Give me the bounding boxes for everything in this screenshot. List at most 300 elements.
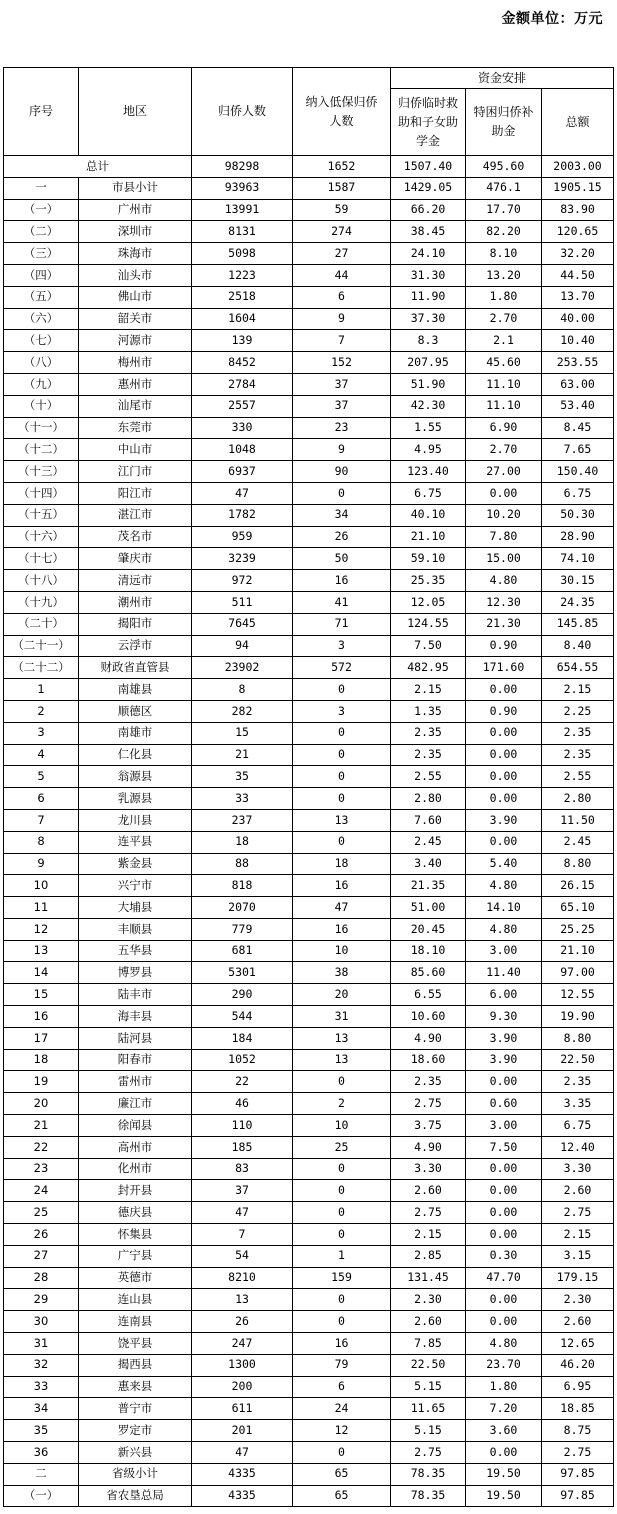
table-row bbox=[4, 853, 614, 875]
table-row bbox=[4, 1158, 614, 1180]
grand-total-subsidy: 495.60 bbox=[466, 156, 542, 178]
low-income-count-cell: 1 bbox=[293, 1245, 391, 1267]
subsidy-amount-cell: 0.00 bbox=[466, 1071, 542, 1093]
region-cell: 汕头市 bbox=[79, 264, 192, 286]
low-income-count-cell: 6 bbox=[293, 1376, 391, 1398]
low-income-count-cell: 23 bbox=[293, 417, 391, 439]
region-cell: 阳江市 bbox=[79, 482, 192, 504]
returnee-count-cell: 35 bbox=[192, 766, 293, 788]
header-returnee-count: 归侨人数 bbox=[192, 68, 293, 156]
low-income-count-cell: 71 bbox=[293, 613, 391, 635]
relief-amount-cell: 25.35 bbox=[391, 570, 466, 592]
region-cell: 徐闻县 bbox=[79, 1115, 192, 1137]
low-income-count-cell: 0 bbox=[293, 831, 391, 853]
relief-amount-cell: 3.40 bbox=[391, 853, 466, 875]
serial-cell: 15 bbox=[4, 984, 79, 1006]
total-amount-cell: 1905.15 bbox=[542, 177, 614, 199]
serial-cell: （十六） bbox=[4, 526, 79, 548]
subsidy-amount-cell: 0.00 bbox=[466, 722, 542, 744]
subsidy-amount-cell: 0.00 bbox=[466, 788, 542, 810]
table-row bbox=[4, 1093, 614, 1115]
total-amount-cell: 10.40 bbox=[542, 330, 614, 352]
header-serial-number: 序号 bbox=[4, 68, 79, 156]
grand-total-row bbox=[4, 156, 614, 178]
total-amount-cell: 2.75 bbox=[542, 1442, 614, 1464]
serial-cell: 31 bbox=[4, 1333, 79, 1355]
table-row bbox=[4, 897, 614, 919]
relief-amount-cell: 21.35 bbox=[391, 875, 466, 897]
returnee-count-cell: 611 bbox=[192, 1398, 293, 1420]
returnee-count-cell: 26 bbox=[192, 1311, 293, 1333]
table-row bbox=[4, 1267, 614, 1289]
region-cell: 南雄市 bbox=[79, 722, 192, 744]
region-cell: 汕尾市 bbox=[79, 395, 192, 417]
region-cell: 梅州市 bbox=[79, 352, 192, 374]
region-cell: 德庆县 bbox=[79, 1202, 192, 1224]
low-income-count-cell: 0 bbox=[293, 1180, 391, 1202]
low-income-count-cell: 0 bbox=[293, 1158, 391, 1180]
relief-amount-cell: 85.60 bbox=[391, 962, 466, 984]
relief-amount-cell: 2.35 bbox=[391, 1071, 466, 1093]
serial-cell: 16 bbox=[4, 1006, 79, 1028]
table-row bbox=[4, 788, 614, 810]
returnee-count-cell: 4335 bbox=[192, 1485, 293, 1507]
low-income-count-cell: 159 bbox=[293, 1267, 391, 1289]
subsidy-amount-cell: 2.1 bbox=[466, 330, 542, 352]
relief-amount-cell: 42.30 bbox=[391, 395, 466, 417]
table-row bbox=[4, 373, 614, 395]
grand-total-returnees: 98298 bbox=[192, 156, 293, 178]
table-row bbox=[4, 722, 614, 744]
table-row bbox=[4, 1115, 614, 1137]
returnee-count-cell: 7645 bbox=[192, 613, 293, 635]
serial-cell: （十一） bbox=[4, 417, 79, 439]
total-amount-cell: 13.70 bbox=[542, 286, 614, 308]
low-income-count-cell: 0 bbox=[293, 1442, 391, 1464]
table-row bbox=[4, 330, 614, 352]
low-income-count-cell: 274 bbox=[293, 221, 391, 243]
serial-cell: （八） bbox=[4, 352, 79, 374]
subsidy-amount-cell: 2.70 bbox=[466, 308, 542, 330]
returnee-count-cell: 237 bbox=[192, 809, 293, 831]
returnee-count-cell: 818 bbox=[192, 875, 293, 897]
serial-cell: （二十二） bbox=[4, 657, 79, 679]
subsidy-amount-cell: 476.1 bbox=[466, 177, 542, 199]
region-cell: 连南县 bbox=[79, 1311, 192, 1333]
relief-amount-cell: 2.80 bbox=[391, 788, 466, 810]
relief-amount-cell: 31.30 bbox=[391, 264, 466, 286]
low-income-count-cell: 65 bbox=[293, 1485, 391, 1507]
subsidy-amount-cell: 82.20 bbox=[466, 221, 542, 243]
serial-cell: 3 bbox=[4, 722, 79, 744]
subsidy-amount-cell: 1.80 bbox=[466, 1376, 542, 1398]
serial-cell: （二十一） bbox=[4, 635, 79, 657]
subsidy-amount-cell: 7.50 bbox=[466, 1136, 542, 1158]
returnee-count-cell: 54 bbox=[192, 1245, 293, 1267]
subsidy-amount-cell: 4.80 bbox=[466, 1333, 542, 1355]
low-income-count-cell: 9 bbox=[293, 439, 391, 461]
returnee-count-cell: 1782 bbox=[192, 504, 293, 526]
low-income-count-cell: 6 bbox=[293, 286, 391, 308]
region-cell: 雷州市 bbox=[79, 1071, 192, 1093]
table-row bbox=[4, 700, 614, 722]
subsidy-amount-cell: 27.00 bbox=[466, 461, 542, 483]
region-cell: 南雄县 bbox=[79, 679, 192, 701]
low-income-count-cell: 1587 bbox=[293, 177, 391, 199]
region-cell: 龙川县 bbox=[79, 809, 192, 831]
low-income-count-cell: 10 bbox=[293, 1115, 391, 1137]
subsidy-amount-cell: 0.90 bbox=[466, 635, 542, 657]
total-amount-cell: 179.15 bbox=[542, 1267, 614, 1289]
header-total-amount: 总额 bbox=[542, 89, 614, 156]
low-income-count-cell: 24 bbox=[293, 1398, 391, 1420]
total-amount-cell: 22.50 bbox=[542, 1049, 614, 1071]
region-cell: 五华县 bbox=[79, 940, 192, 962]
table-row bbox=[4, 570, 614, 592]
returnee-count-cell: 22 bbox=[192, 1071, 293, 1093]
returnee-count-cell: 185 bbox=[192, 1136, 293, 1158]
total-amount-cell: 253.55 bbox=[542, 352, 614, 374]
subsidy-amount-cell: 3.00 bbox=[466, 1115, 542, 1137]
serial-cell: 21 bbox=[4, 1115, 79, 1137]
region-cell: 兴宁市 bbox=[79, 875, 192, 897]
serial-cell: （五） bbox=[4, 286, 79, 308]
table-row bbox=[4, 918, 614, 940]
subsidy-amount-cell: 5.40 bbox=[466, 853, 542, 875]
relief-amount-cell: 11.90 bbox=[391, 286, 466, 308]
relief-amount-cell: 482.95 bbox=[391, 657, 466, 679]
low-income-count-cell: 0 bbox=[293, 1071, 391, 1093]
table-row bbox=[4, 199, 614, 221]
total-amount-cell: 3.35 bbox=[542, 1093, 614, 1115]
total-amount-cell: 2.35 bbox=[542, 1071, 614, 1093]
table-row bbox=[4, 1071, 614, 1093]
region-cell: 紫金县 bbox=[79, 853, 192, 875]
low-income-count-cell: 16 bbox=[293, 875, 391, 897]
region-cell: 翁源县 bbox=[79, 766, 192, 788]
returnee-count-cell: 8131 bbox=[192, 221, 293, 243]
region-cell: 普宁市 bbox=[79, 1398, 192, 1420]
relief-amount-cell: 2.75 bbox=[391, 1202, 466, 1224]
low-income-count-cell: 65 bbox=[293, 1463, 391, 1485]
returnee-count-cell: 8 bbox=[192, 679, 293, 701]
low-income-count-cell: 3 bbox=[293, 700, 391, 722]
table-row bbox=[4, 1354, 614, 1376]
region-cell: 丰顺县 bbox=[79, 918, 192, 940]
serial-cell: 25 bbox=[4, 1202, 79, 1224]
serial-cell: 10 bbox=[4, 875, 79, 897]
region-cell: 惠州市 bbox=[79, 373, 192, 395]
serial-cell: （一） bbox=[4, 199, 79, 221]
serial-cell: （十二） bbox=[4, 439, 79, 461]
low-income-count-cell: 37 bbox=[293, 373, 391, 395]
total-amount-cell: 65.10 bbox=[542, 897, 614, 919]
table-row bbox=[4, 875, 614, 897]
region-cell: 中山市 bbox=[79, 439, 192, 461]
relief-amount-cell: 7.85 bbox=[391, 1333, 466, 1355]
low-income-count-cell: 41 bbox=[293, 591, 391, 613]
low-income-count-cell: 9 bbox=[293, 308, 391, 330]
relief-amount-cell: 207.95 bbox=[391, 352, 466, 374]
total-amount-cell: 18.85 bbox=[542, 1398, 614, 1420]
subsidy-amount-cell: 14.10 bbox=[466, 897, 542, 919]
region-cell: 高州市 bbox=[79, 1136, 192, 1158]
serial-cell: （十） bbox=[4, 395, 79, 417]
low-income-count-cell: 34 bbox=[293, 504, 391, 526]
total-amount-cell: 97.85 bbox=[542, 1485, 614, 1507]
serial-cell: 9 bbox=[4, 853, 79, 875]
total-amount-cell: 63.00 bbox=[542, 373, 614, 395]
table-row bbox=[4, 1136, 614, 1158]
total-amount-cell: 28.90 bbox=[542, 526, 614, 548]
subsidy-amount-cell: 0.00 bbox=[466, 1224, 542, 1246]
serial-cell: （二） bbox=[4, 221, 79, 243]
low-income-count-cell: 0 bbox=[293, 1224, 391, 1246]
low-income-count-cell: 0 bbox=[293, 788, 391, 810]
table-row bbox=[4, 613, 614, 635]
relief-amount-cell: 3.75 bbox=[391, 1115, 466, 1137]
serial-cell: （九） bbox=[4, 373, 79, 395]
total-amount-cell: 97.85 bbox=[542, 1463, 614, 1485]
subsidy-amount-cell: 6.00 bbox=[466, 984, 542, 1006]
low-income-count-cell: 0 bbox=[293, 1311, 391, 1333]
returnee-count-cell: 184 bbox=[192, 1027, 293, 1049]
low-income-count-cell: 0 bbox=[293, 1289, 391, 1311]
serial-cell: （十五） bbox=[4, 504, 79, 526]
funding-allocation-table bbox=[3, 67, 614, 1507]
serial-cell: （一） bbox=[4, 1485, 79, 1507]
subsidy-amount-cell: 9.30 bbox=[466, 1006, 542, 1028]
serial-cell: 33 bbox=[4, 1376, 79, 1398]
table-row bbox=[4, 264, 614, 286]
table-row bbox=[4, 482, 614, 504]
relief-amount-cell: 4.90 bbox=[391, 1027, 466, 1049]
total-amount-cell: 30.15 bbox=[542, 570, 614, 592]
relief-amount-cell: 8.3 bbox=[391, 330, 466, 352]
region-cell: 化州市 bbox=[79, 1158, 192, 1180]
total-amount-cell: 8.80 bbox=[542, 853, 614, 875]
table-row bbox=[4, 1202, 614, 1224]
low-income-count-cell: 16 bbox=[293, 1333, 391, 1355]
low-income-count-cell: 10 bbox=[293, 940, 391, 962]
amount-unit-label: 金额单位：万元 bbox=[501, 11, 603, 27]
returnee-count-cell: 2557 bbox=[192, 395, 293, 417]
region-cell: 陆丰市 bbox=[79, 984, 192, 1006]
header-hardship-subsidy: 特困归侨补助金 bbox=[466, 89, 542, 156]
total-amount-cell: 44.50 bbox=[542, 264, 614, 286]
region-cell: 河源市 bbox=[79, 330, 192, 352]
region-cell: 饶平县 bbox=[79, 1333, 192, 1355]
serial-cell: 19 bbox=[4, 1071, 79, 1093]
total-amount-cell: 50.30 bbox=[542, 504, 614, 526]
total-amount-cell: 2.25 bbox=[542, 700, 614, 722]
serial-cell: 14 bbox=[4, 962, 79, 984]
returnee-count-cell: 1052 bbox=[192, 1049, 293, 1071]
total-amount-cell: 12.55 bbox=[542, 984, 614, 1006]
serial-cell: （七） bbox=[4, 330, 79, 352]
region-cell: 廉江市 bbox=[79, 1093, 192, 1115]
serial-cell: 26 bbox=[4, 1224, 79, 1246]
returnee-count-cell: 290 bbox=[192, 984, 293, 1006]
region-cell: 清远市 bbox=[79, 570, 192, 592]
region-cell: 财政省直管县 bbox=[79, 657, 192, 679]
region-cell: 茂名市 bbox=[79, 526, 192, 548]
total-amount-cell: 46.20 bbox=[542, 1354, 614, 1376]
region-cell: 云浮市 bbox=[79, 635, 192, 657]
table-body bbox=[4, 156, 614, 1507]
total-amount-cell: 3.15 bbox=[542, 1245, 614, 1267]
low-income-count-cell: 12 bbox=[293, 1420, 391, 1442]
low-income-count-cell: 79 bbox=[293, 1354, 391, 1376]
returnee-count-cell: 83 bbox=[192, 1158, 293, 1180]
table-row bbox=[4, 744, 614, 766]
returnee-count-cell: 200 bbox=[192, 1376, 293, 1398]
subsidy-amount-cell: 0.00 bbox=[466, 679, 542, 701]
low-income-count-cell: 50 bbox=[293, 548, 391, 570]
returnee-count-cell: 46 bbox=[192, 1093, 293, 1115]
returnee-count-cell: 93963 bbox=[192, 177, 293, 199]
low-income-count-cell: 16 bbox=[293, 570, 391, 592]
serial-cell: 23 bbox=[4, 1158, 79, 1180]
relief-amount-cell: 22.50 bbox=[391, 1354, 466, 1376]
subsidy-amount-cell: 0.00 bbox=[466, 1289, 542, 1311]
region-cell: 连平县 bbox=[79, 831, 192, 853]
returnee-count-cell: 7 bbox=[192, 1224, 293, 1246]
relief-amount-cell: 2.35 bbox=[391, 722, 466, 744]
serial-cell: 27 bbox=[4, 1245, 79, 1267]
serial-cell: 29 bbox=[4, 1289, 79, 1311]
serial-cell: 7 bbox=[4, 809, 79, 831]
returnee-count-cell: 247 bbox=[192, 1333, 293, 1355]
relief-amount-cell: 18.10 bbox=[391, 940, 466, 962]
region-cell: 佛山市 bbox=[79, 286, 192, 308]
subsidy-amount-cell: 21.30 bbox=[466, 613, 542, 635]
returnee-count-cell: 139 bbox=[192, 330, 293, 352]
relief-amount-cell: 12.05 bbox=[391, 591, 466, 613]
header-low-income-count: 纳入低保归侨人数 bbox=[293, 68, 391, 156]
subsidy-amount-cell: 3.90 bbox=[466, 1049, 542, 1071]
serial-cell: （十四） bbox=[4, 482, 79, 504]
subsidy-amount-cell: 15.00 bbox=[466, 548, 542, 570]
subsidy-amount-cell: 17.70 bbox=[466, 199, 542, 221]
returnee-count-cell: 6937 bbox=[192, 461, 293, 483]
subsidy-amount-cell: 4.80 bbox=[466, 918, 542, 940]
total-amount-cell: 150.40 bbox=[542, 461, 614, 483]
region-cell: 乳源县 bbox=[79, 788, 192, 810]
low-income-count-cell: 13 bbox=[293, 809, 391, 831]
table-row bbox=[4, 1442, 614, 1464]
subsidy-amount-cell: 0.90 bbox=[466, 700, 542, 722]
region-cell: 惠来县 bbox=[79, 1376, 192, 1398]
total-amount-cell: 2.35 bbox=[542, 744, 614, 766]
relief-amount-cell: 5.15 bbox=[391, 1420, 466, 1442]
grand-total-low-income: 1652 bbox=[293, 156, 391, 178]
total-amount-cell: 26.15 bbox=[542, 875, 614, 897]
subsidy-amount-cell: 11.40 bbox=[466, 962, 542, 984]
relief-amount-cell: 1.35 bbox=[391, 700, 466, 722]
subsidy-amount-cell: 19.50 bbox=[466, 1485, 542, 1507]
serial-cell: 1 bbox=[4, 679, 79, 701]
grand-total-amount: 2003.00 bbox=[542, 156, 614, 178]
returnee-count-cell: 47 bbox=[192, 1442, 293, 1464]
subsidy-amount-cell: 19.50 bbox=[466, 1463, 542, 1485]
returnee-count-cell: 779 bbox=[192, 918, 293, 940]
relief-amount-cell: 2.45 bbox=[391, 831, 466, 853]
grand-total-label: 总计 bbox=[4, 156, 192, 178]
subsidy-amount-cell: 3.90 bbox=[466, 1027, 542, 1049]
total-amount-cell: 32.20 bbox=[542, 243, 614, 265]
low-income-count-cell: 59 bbox=[293, 199, 391, 221]
subsidy-amount-cell: 13.20 bbox=[466, 264, 542, 286]
relief-amount-cell: 2.30 bbox=[391, 1289, 466, 1311]
relief-amount-cell: 3.30 bbox=[391, 1158, 466, 1180]
serial-cell: 12 bbox=[4, 918, 79, 940]
low-income-count-cell: 37 bbox=[293, 395, 391, 417]
returnee-count-cell: 13991 bbox=[192, 199, 293, 221]
total-amount-cell: 97.00 bbox=[542, 962, 614, 984]
relief-amount-cell: 20.45 bbox=[391, 918, 466, 940]
header-relief-scholarship: 归侨临时救助和子女助学金 bbox=[391, 89, 466, 156]
total-amount-cell: 83.90 bbox=[542, 199, 614, 221]
relief-amount-cell: 2.55 bbox=[391, 766, 466, 788]
relief-amount-cell: 2.75 bbox=[391, 1442, 466, 1464]
table-row bbox=[4, 1311, 614, 1333]
relief-amount-cell: 124.55 bbox=[391, 613, 466, 635]
subsidy-amount-cell: 8.10 bbox=[466, 243, 542, 265]
relief-amount-cell: 1429.05 bbox=[391, 177, 466, 199]
relief-amount-cell: 24.10 bbox=[391, 243, 466, 265]
table-row bbox=[4, 657, 614, 679]
relief-amount-cell: 131.45 bbox=[391, 1267, 466, 1289]
relief-amount-cell: 1.55 bbox=[391, 417, 466, 439]
relief-amount-cell: 6.55 bbox=[391, 984, 466, 1006]
relief-amount-cell: 51.90 bbox=[391, 373, 466, 395]
relief-amount-cell: 2.60 bbox=[391, 1311, 466, 1333]
serial-cell: （三） bbox=[4, 243, 79, 265]
returnee-count-cell: 88 bbox=[192, 853, 293, 875]
serial-cell: 35 bbox=[4, 1420, 79, 1442]
total-amount-cell: 12.65 bbox=[542, 1333, 614, 1355]
returnee-count-cell: 110 bbox=[192, 1115, 293, 1137]
table-row bbox=[4, 1180, 614, 1202]
returnee-count-cell: 94 bbox=[192, 635, 293, 657]
returnee-count-cell: 282 bbox=[192, 700, 293, 722]
low-income-count-cell: 0 bbox=[293, 482, 391, 504]
serial-cell: （四） bbox=[4, 264, 79, 286]
relief-amount-cell: 5.15 bbox=[391, 1376, 466, 1398]
returnee-count-cell: 8210 bbox=[192, 1267, 293, 1289]
returnee-count-cell: 972 bbox=[192, 570, 293, 592]
region-cell: 陆河县 bbox=[79, 1027, 192, 1049]
serial-cell: 20 bbox=[4, 1093, 79, 1115]
relief-amount-cell: 4.95 bbox=[391, 439, 466, 461]
region-cell: 韶关市 bbox=[79, 308, 192, 330]
subsidy-amount-cell: 0.00 bbox=[466, 766, 542, 788]
relief-amount-cell: 40.10 bbox=[391, 504, 466, 526]
subsidy-amount-cell: 0.60 bbox=[466, 1093, 542, 1115]
total-amount-cell: 11.50 bbox=[542, 809, 614, 831]
total-amount-cell: 6.75 bbox=[542, 482, 614, 504]
total-amount-cell: 8.45 bbox=[542, 417, 614, 439]
relief-amount-cell: 38.45 bbox=[391, 221, 466, 243]
low-income-count-cell: 13 bbox=[293, 1049, 391, 1071]
subsidy-amount-cell: 0.00 bbox=[466, 1442, 542, 1464]
relief-amount-cell: 78.35 bbox=[391, 1485, 466, 1507]
total-amount-cell: 21.10 bbox=[542, 940, 614, 962]
region-cell: 怀集县 bbox=[79, 1224, 192, 1246]
low-income-count-cell: 2 bbox=[293, 1093, 391, 1115]
total-amount-cell: 2.45 bbox=[542, 831, 614, 853]
